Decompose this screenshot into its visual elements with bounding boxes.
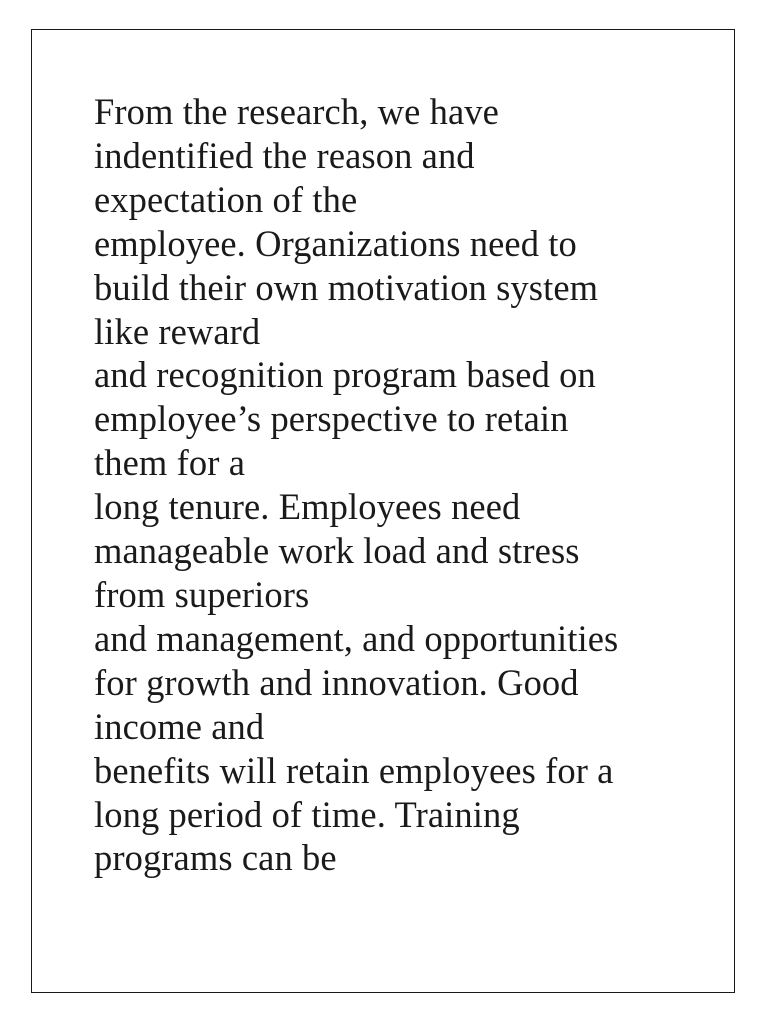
text-line: from superiors <box>94 573 310 615</box>
text-line: programs can be <box>94 837 337 879</box>
text-line: them for a <box>94 442 245 484</box>
text-line: From the research, we have <box>94 91 499 132</box>
text-line: income and <box>94 705 265 747</box>
text-line: employee. Organizations need to <box>94 222 577 264</box>
text-line: manageable work load and stress <box>94 530 580 572</box>
page-frame <box>31 29 735 993</box>
text-line: and recognition program based on <box>94 354 596 396</box>
text-line: long period of time. Training <box>94 793 520 835</box>
text-line: indentified the reason and <box>94 134 475 176</box>
text-line: and management, and opportunities <box>94 617 619 659</box>
text-line: employee’s perspective to retain <box>94 398 569 440</box>
text-line: build their own motivation system <box>94 266 599 308</box>
body-paragraph <box>94 90 714 880</box>
text-line: benefits will retain employees for a <box>94 749 614 791</box>
text-line: for growth and innovation. Good <box>94 661 579 703</box>
text-line: expectation of the <box>94 178 358 220</box>
text-line: like reward <box>94 310 261 352</box>
text-line: long tenure. Employees need <box>94 486 521 528</box>
